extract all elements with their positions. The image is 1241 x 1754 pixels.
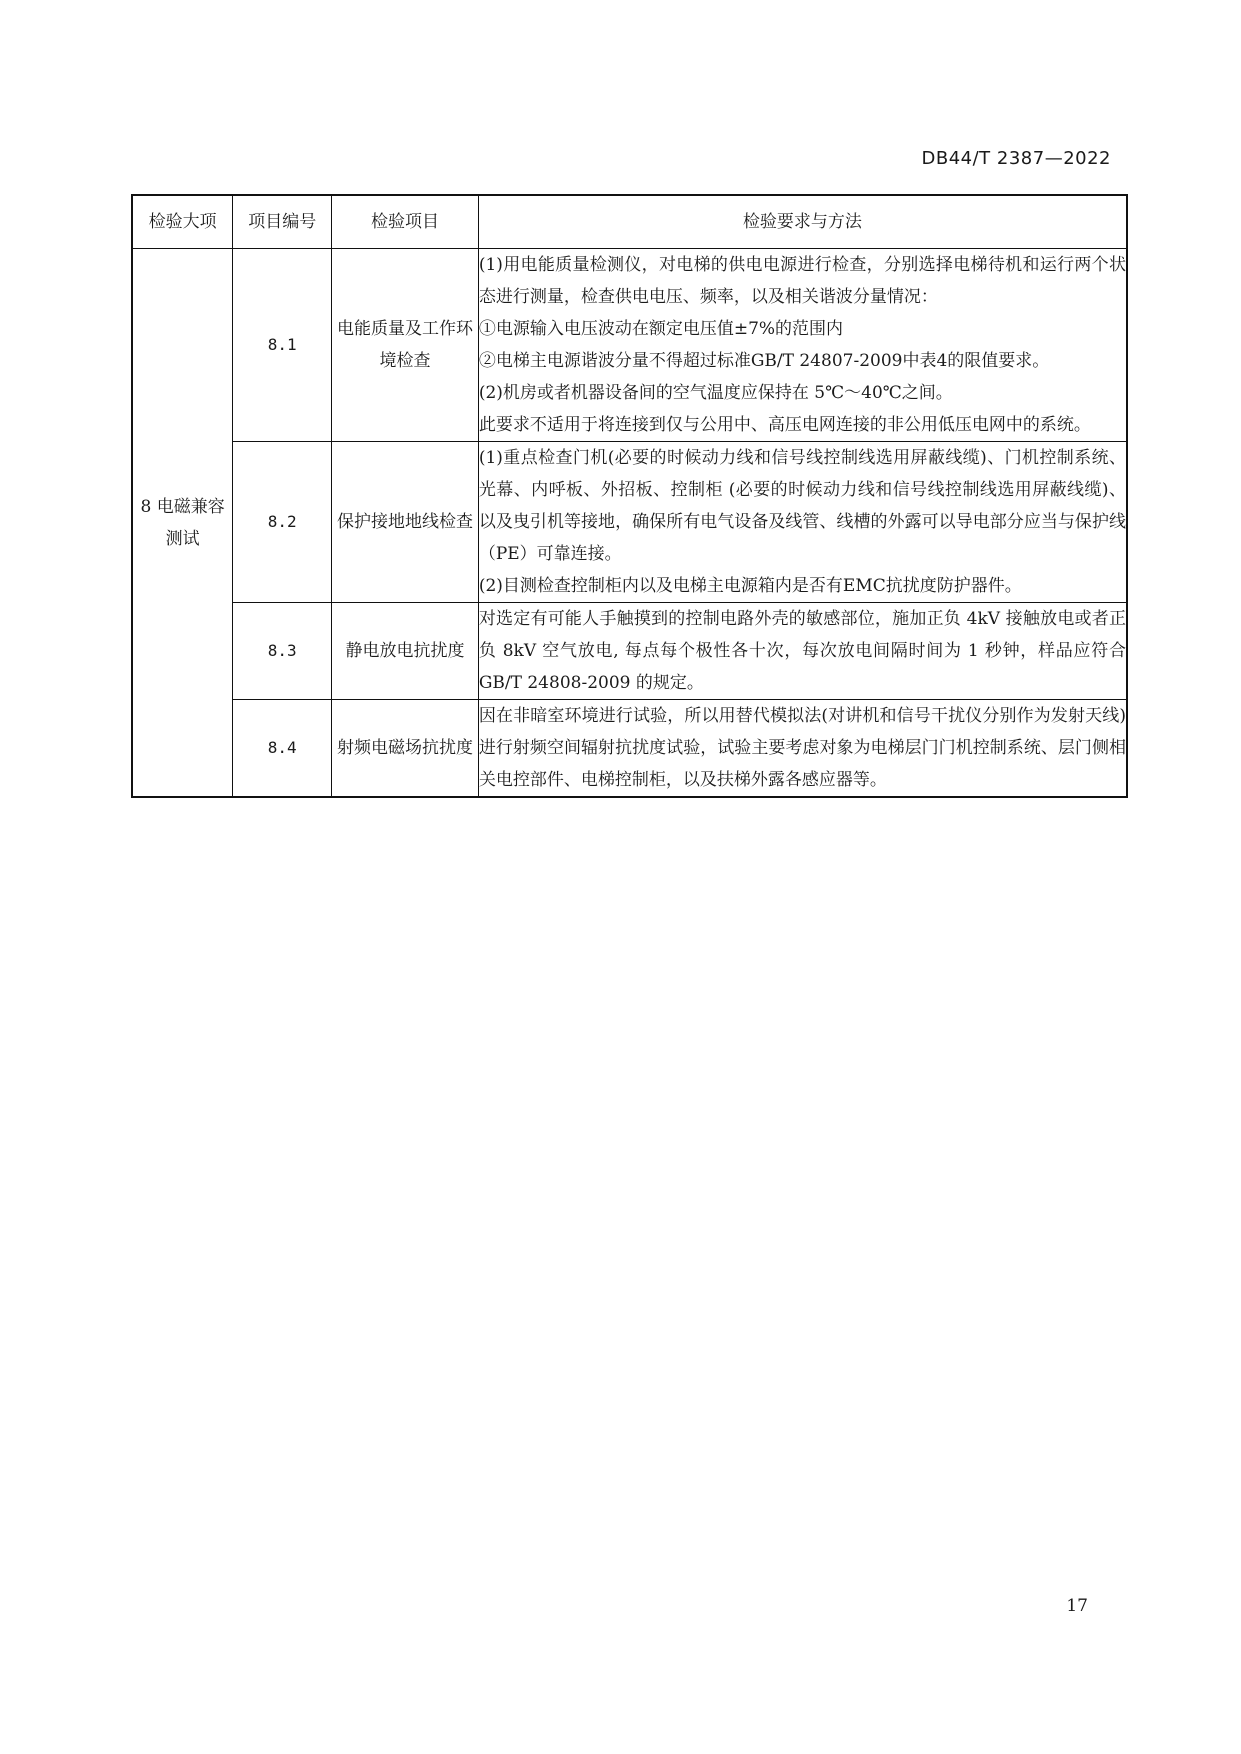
method-line: (1)用电能质量检测仪，对电梯的供电电源进行检查，分别选择电梯待机和运行两个状态进行测量，检查供电电压、频率，以及相关谐波分量情况： xyxy=(478,255,1126,307)
item-name: 保护接地地线检查 xyxy=(332,442,479,603)
item-number: 8.1 xyxy=(233,249,332,442)
item-name: 电能质量及工作环境检查 xyxy=(332,249,479,442)
method-line: 此要求不适用于将连接到仅与公用中、高压电网连接的非公用低压电网中的系统。 xyxy=(478,415,1091,435)
category-cell: 8 电磁兼容测试 xyxy=(132,249,233,798)
method-line: (2)目测检查控制柜内以及电梯主电源箱内是否有EMC抗扰度防护器件。 xyxy=(478,576,1022,596)
header-method: 检验要求与方法 xyxy=(478,195,1127,249)
inspection-table xyxy=(131,194,1128,798)
item-name: 静电放电抗扰度 xyxy=(332,603,479,700)
table-header-row xyxy=(132,195,1127,249)
header-item: 检验项目 xyxy=(332,195,479,249)
method-cell xyxy=(478,249,1127,442)
table-row xyxy=(132,700,1127,798)
item-number: 8.4 xyxy=(233,700,332,798)
item-number: 8.2 xyxy=(233,442,332,603)
header-number: 项目编号 xyxy=(233,195,332,249)
method-line: ②电梯主电源谐波分量不得超过标准GB/T 24807-2009中表4的限值要求。 xyxy=(478,351,1050,371)
method-cell xyxy=(478,442,1127,603)
method-line: 因在非暗室环境进行试验，所以用替代模拟法(对讲机和信号干扰仪分别作为发射天线)进行射频空间辐射抗扰度试验，试验主要考虑对象为电梯层门门机控制系统、层门侧相关电控部件、电梯控制柜，以及扶梯外露各感应器等。 xyxy=(478,706,1126,790)
page-number: 17 xyxy=(1066,1596,1088,1616)
table-row xyxy=(132,249,1127,442)
item-name: 射频电磁场抗扰度 xyxy=(332,700,479,798)
method-cell xyxy=(478,700,1127,798)
method-line: ①电源输入电压波动在额定电压值±7%的范围内 xyxy=(478,319,844,339)
method-line: 对选定有可能人手触摸到的控制电路外壳的敏感部位，施加正负 4kV 接触放电或者正负 8kV 空气放电, 每点每个极性各十次，每次放电间隔时间为 1 秒钟，样品应符合 GB/T 24808-2009 的规定。 xyxy=(478,609,1126,693)
table-row xyxy=(132,442,1127,603)
method-line: (2)机房或者机器设备间的空气温度应保持在 5℃～40℃之间。 xyxy=(478,383,953,403)
table-row xyxy=(132,603,1127,700)
document-code: DB44/T 2387—2022 xyxy=(921,148,1111,169)
method-cell xyxy=(478,603,1127,700)
method-line: (1)重点检查门机(必要的时候动力线和信号线控制线选用屏蔽线缆)、门机控制系统、光幕、内呼板、外招板、控制柜 (必要的时候动力线和信号线控制线选用屏蔽线缆)、以及曳引机等接地，确保所有电气设备及线管、线槽的外露可以导电部分应当与保护线（PE）可靠连接。 xyxy=(478,448,1126,564)
item-number: 8.3 xyxy=(233,603,332,700)
header-category: 检验大项 xyxy=(132,195,233,249)
